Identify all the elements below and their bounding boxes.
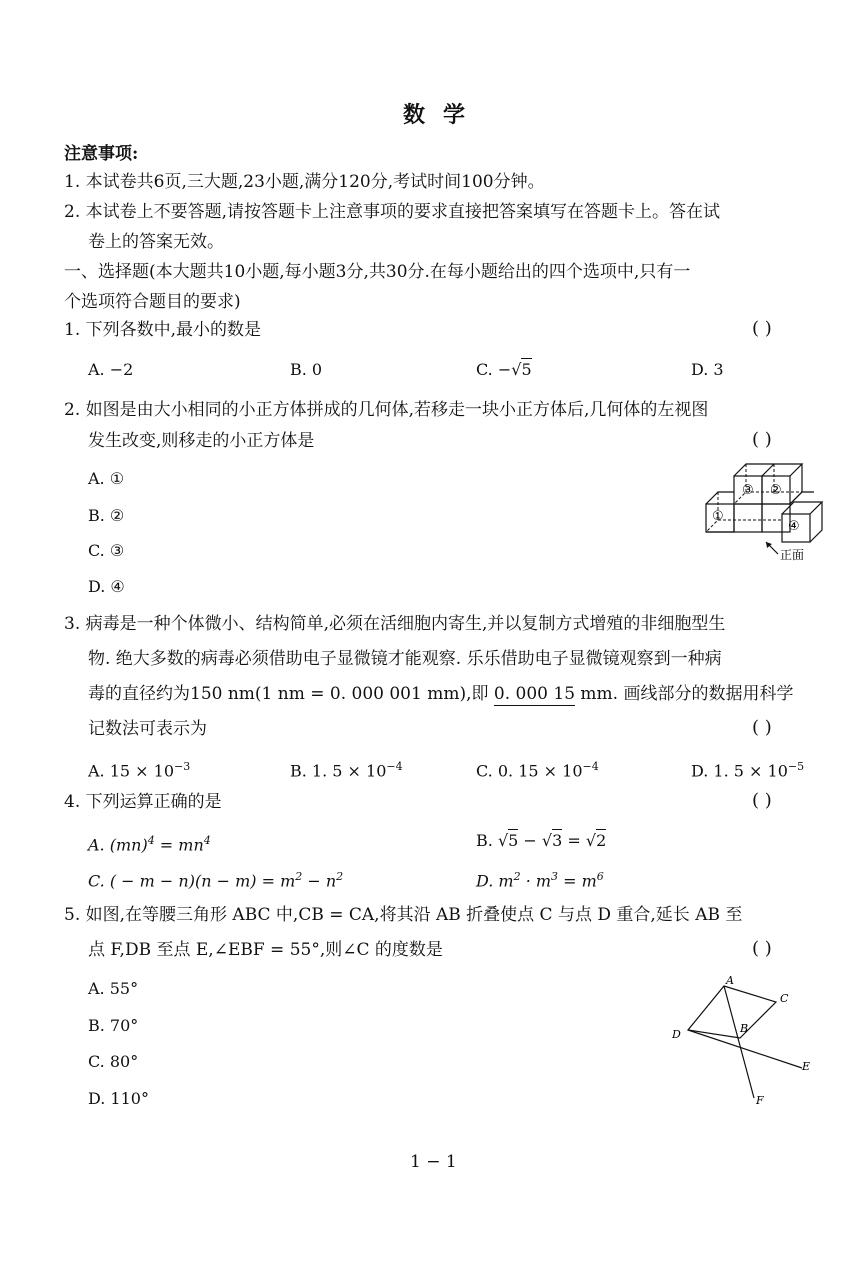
q1-option-d: D. 3 (691, 360, 724, 379)
q5-stem-1: 5. 如图,在等腰三角形 ABC 中,CB = CA,将其沿 AB 折叠使点 C 与点 D 重合,延长 AB 至 (64, 905, 743, 925)
notice-item-1: 1. 本试卷共6页,三大题,23小题,满分120分,考试时间100分钟。 (64, 172, 545, 192)
q2-option-a: A. ① (88, 469, 125, 488)
q5-stem-2: 点 F,DB 至点 E,∠EBF = 55°,则∠C 的度数是 (88, 940, 443, 960)
point-a-label: A (726, 974, 734, 987)
section1-heading-cont: 个选项符合题目的要求) (64, 292, 241, 312)
q3-stem-2: 物. 绝大多数的病毒必须借助电子显微镜才能观察. 乐乐借助电子显微镜观察到一种病 (88, 649, 722, 669)
q5-answer-paren: ( ) (752, 938, 772, 959)
q2-option-d: D. ④ (88, 577, 125, 596)
q2-stem-cont: 发生改变,则移走的小正方体是 (88, 431, 315, 451)
q3-stem-3: 毒的直径约为150 nm(1 nm = 0. 000 001 mm),即 0. 000 15 mm. 画线部分的数据用科学 (88, 684, 794, 704)
q2-answer-paren: ( ) (752, 429, 772, 450)
q1-answer-paren: ( ) (752, 318, 772, 339)
q4-option-b: B. √5 − √3 = √2 (476, 831, 607, 850)
cube-label-4: ④ (788, 519, 800, 534)
q5-geometry-figure (664, 972, 820, 1112)
notice-heading: 注意事项: (64, 144, 139, 164)
page-title: 数学 (403, 102, 484, 128)
q3-stem-4: 记数法可表示为 (88, 719, 207, 739)
point-d-label: D (672, 1028, 681, 1041)
q3-underlined-value: 0. 000 15 (493, 684, 576, 704)
q4-stem: 4. 下列运算正确的是 (64, 792, 222, 812)
cube-label-3: ③ (742, 483, 754, 498)
q5-option-b: B. 70° (88, 1016, 139, 1035)
page-number: 1 − 1 (410, 1152, 457, 1172)
cube-label-2: ② (770, 483, 782, 498)
q2-option-b: B. ② (88, 506, 125, 525)
q4-option-a: A. $(mn)^4 = mn^4$ (88, 834, 211, 855)
q2-cube-figure (696, 458, 826, 566)
notice-item-2: 2. 本试卷上不要答题,请按答题卡上注意事项的要求直接把答案填写在答题卡上。答在试 (64, 202, 721, 222)
front-view-label: 正面 (780, 548, 805, 562)
cube-label-1: ① (712, 509, 724, 524)
q5-option-a: A. 55° (88, 979, 139, 998)
q3-option-b: B. 1. $5 \times 10^{-4}$ (290, 760, 403, 781)
q2-stem: 2. 如图是由大小相同的小正方体拼成的几何体,若移走一块小正方体后,几何体的左视图 (64, 400, 709, 420)
q4-option-c: C. ( − $m - n)(n - m) = m^2 - n^2$ (88, 870, 344, 891)
q1-option-b: B. 0 (290, 360, 323, 379)
q3-option-d: D. 1. $5 \times 10^{-5}$ (691, 760, 805, 781)
q2-option-c: C. ③ (88, 541, 125, 560)
q3-stem-1: 3. 病毒是一种个体微小、结构简单,必须在活细胞内寄生,并以复制方式增殖的非细胞型生 (64, 614, 726, 634)
point-f-label: F (756, 1094, 764, 1107)
q1-option-a: A. −2 (88, 360, 134, 379)
q5-option-d: D. 110° (88, 1089, 149, 1108)
point-b-label: B (740, 1022, 749, 1035)
q3-option-a: A. $15 \times 10^{-3}$ (88, 760, 191, 781)
q5-option-c: C. 80° (88, 1052, 139, 1071)
point-e-label: E (802, 1060, 811, 1073)
notice-item-2-cont: 卷上的答案无效。 (88, 232, 224, 252)
q3-option-c: C. 0. $15 \times 10^{-4}$ (476, 760, 599, 781)
q1-option-c: C. −√5 (476, 360, 532, 379)
q3-answer-paren: ( ) (752, 717, 772, 738)
q1-stem: 1. 下列各数中,最小的数是 (64, 320, 262, 340)
point-c-label: C (780, 992, 789, 1005)
section1-heading: 一、选择题(本大题共10小题,每小题3分,共30分.在每小题给出的四个选项中,只有一 (64, 262, 691, 282)
q4-answer-paren: ( ) (752, 790, 772, 811)
q4-option-d: D. $m^2 \cdot m^3 = m^6$ (476, 870, 604, 891)
